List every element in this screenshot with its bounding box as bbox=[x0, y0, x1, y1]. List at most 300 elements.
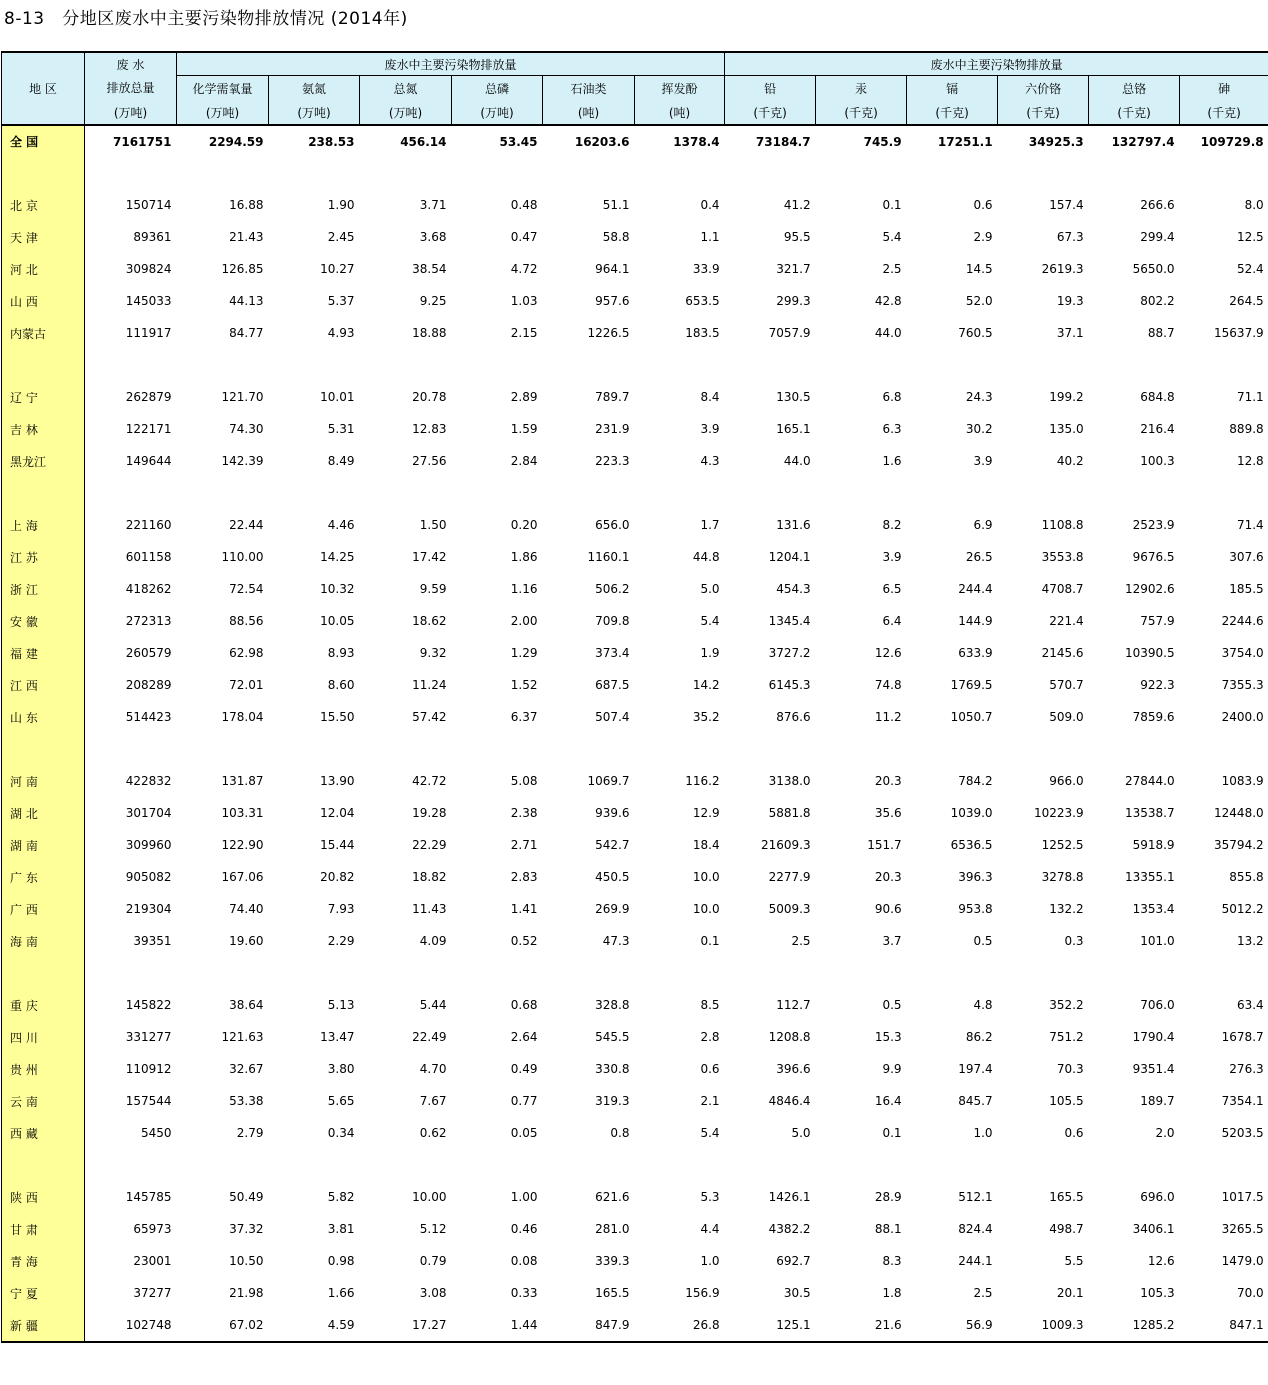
value-cell: 88.7 bbox=[1147, 326, 1175, 340]
table-row bbox=[2, 509, 1268, 541]
value-cell: 70.0 bbox=[1236, 1286, 1264, 1300]
region-cell: 重 庆 bbox=[2, 989, 85, 1021]
value-cell: 28.9 bbox=[874, 1190, 902, 1204]
header-col-name: 六价铬 bbox=[998, 76, 1089, 101]
value-cell: 2244.6 bbox=[1221, 614, 1264, 628]
value-cell bbox=[177, 477, 269, 509]
value-cell: 1160.1 bbox=[587, 550, 630, 564]
value-cell: 0.47 bbox=[510, 230, 538, 244]
value-cell: 216.4 bbox=[1140, 422, 1175, 436]
value-cell: 1.86 bbox=[510, 550, 538, 564]
value-cell: 1479.0 bbox=[1221, 1254, 1264, 1268]
region-cell: 山 西 bbox=[2, 285, 85, 317]
value-cell: 953.8 bbox=[958, 902, 993, 916]
value-cell: 545.5 bbox=[595, 1030, 630, 1044]
spacer-row bbox=[2, 1149, 1268, 1181]
spacer-row bbox=[2, 157, 1268, 189]
value-cell: 24.3 bbox=[965, 390, 993, 404]
value-cell: 5.12 bbox=[419, 1222, 447, 1236]
value-cell: 26.5 bbox=[965, 550, 993, 564]
spacer-row bbox=[2, 349, 1268, 381]
value-cell: 966.0 bbox=[1049, 774, 1084, 788]
value-cell: 4.3 bbox=[700, 454, 720, 468]
value-cell: 74.8 bbox=[874, 678, 902, 692]
value-cell: 20.3 bbox=[874, 870, 902, 884]
header-col-name: 总磷 bbox=[452, 76, 543, 101]
value-cell: 1009.3 bbox=[998, 1309, 1089, 1342]
header-col-name: 石油类 bbox=[543, 76, 635, 101]
value-cell bbox=[635, 349, 725, 381]
value-cell: 27.56 bbox=[412, 454, 447, 468]
value-cell: 1108.8 bbox=[1041, 518, 1084, 532]
value-cell: 18.88 bbox=[412, 326, 447, 340]
value-cell: 219304 bbox=[125, 902, 172, 916]
header-region-label: 地 区 bbox=[29, 82, 57, 96]
value-cell: 10.0 bbox=[692, 902, 720, 916]
value-cell: 19.3 bbox=[1056, 294, 1084, 308]
value-cell: 454.3 bbox=[776, 582, 811, 596]
value-cell: 38.64 bbox=[229, 998, 264, 1012]
table-row bbox=[2, 1245, 1268, 1277]
table-row bbox=[2, 605, 1268, 637]
value-cell: 121.70 bbox=[221, 390, 264, 404]
value-cell: 498.7 bbox=[1049, 1222, 1084, 1236]
value-cell: 1039.0 bbox=[950, 806, 993, 820]
region-cell bbox=[2, 957, 85, 989]
value-cell: 7355.3 bbox=[1221, 678, 1264, 692]
region-cell bbox=[2, 477, 85, 509]
value-cell: 53.45 bbox=[452, 125, 543, 157]
value-cell: 0.68 bbox=[510, 998, 538, 1012]
value-cell: 15637.9 bbox=[1214, 326, 1264, 340]
value-cell bbox=[725, 477, 816, 509]
value-cell: 706.0 bbox=[1140, 998, 1175, 1012]
table-row bbox=[2, 1053, 1268, 1085]
value-cell bbox=[177, 957, 269, 989]
value-cell bbox=[360, 477, 452, 509]
value-cell: 1769.5 bbox=[950, 678, 993, 692]
value-cell: 51.1 bbox=[602, 198, 630, 212]
value-cell bbox=[725, 733, 816, 765]
value-cell bbox=[452, 477, 543, 509]
value-cell: 2400.0 bbox=[1221, 710, 1264, 724]
value-cell bbox=[1089, 349, 1180, 381]
value-cell: 32.67 bbox=[229, 1062, 264, 1076]
value-cell: 307.6 bbox=[1229, 550, 1264, 564]
header-col-unit: (千克) bbox=[816, 100, 907, 125]
value-cell: 3.80 bbox=[327, 1062, 355, 1076]
value-cell bbox=[998, 1149, 1089, 1181]
value-cell: 10.01 bbox=[320, 390, 355, 404]
value-cell: 67.02 bbox=[177, 1309, 269, 1342]
table-row bbox=[2, 989, 1268, 1021]
value-cell: 131.87 bbox=[221, 774, 264, 788]
value-cell: 6.9 bbox=[973, 518, 993, 532]
value-cell bbox=[269, 349, 360, 381]
value-cell: 21609.3 bbox=[760, 838, 811, 852]
value-cell bbox=[1180, 477, 1268, 509]
value-cell: 88.56 bbox=[229, 614, 264, 628]
value-cell bbox=[998, 477, 1089, 509]
value-cell: 109729.8 bbox=[1180, 125, 1268, 157]
table-row bbox=[2, 317, 1268, 349]
value-cell bbox=[816, 1149, 907, 1181]
header-col-name: 化学需氧量 bbox=[177, 76, 269, 101]
value-cell: 299.4 bbox=[1140, 230, 1175, 244]
value-cell: 957.6 bbox=[595, 294, 630, 308]
value-cell: 9351.4 bbox=[1132, 1062, 1175, 1076]
value-cell: 1678.7 bbox=[1221, 1030, 1264, 1044]
value-cell bbox=[816, 733, 907, 765]
value-cell: 1208.8 bbox=[768, 1030, 811, 1044]
value-cell bbox=[177, 1149, 269, 1181]
value-cell: 130.5 bbox=[776, 390, 811, 404]
value-cell: 266.6 bbox=[1140, 198, 1175, 212]
header-col-name: 总氮 bbox=[360, 76, 452, 101]
value-cell: 22.29 bbox=[412, 838, 447, 852]
value-cell: 72.01 bbox=[229, 678, 264, 692]
value-cell: 35794.2 bbox=[1214, 838, 1264, 852]
header-col-name: 砷 bbox=[1180, 76, 1268, 101]
value-cell: 0.5 bbox=[882, 998, 902, 1012]
value-cell: 23001 bbox=[133, 1254, 172, 1268]
value-cell: 4382.2 bbox=[768, 1222, 811, 1236]
value-cell: 18.4 bbox=[692, 838, 720, 852]
value-cell bbox=[543, 957, 635, 989]
value-cell: 102748 bbox=[85, 1309, 177, 1342]
value-cell: 621.6 bbox=[595, 1190, 630, 1204]
value-cell: 10.05 bbox=[320, 614, 355, 628]
value-cell bbox=[907, 733, 998, 765]
value-cell: 20.1 bbox=[1056, 1286, 1084, 1300]
value-cell: 11.2 bbox=[874, 710, 902, 724]
value-cell: 330.8 bbox=[595, 1062, 630, 1076]
value-cell: 0.6 bbox=[700, 1062, 720, 1076]
value-cell bbox=[85, 1149, 177, 1181]
value-cell: 4.09 bbox=[419, 934, 447, 948]
table-row bbox=[2, 1021, 1268, 1053]
value-cell: 855.8 bbox=[1229, 870, 1264, 884]
region-cell: 北 京 bbox=[2, 189, 85, 221]
value-cell: 331277 bbox=[125, 1030, 172, 1044]
value-cell: 149644 bbox=[125, 454, 172, 468]
value-cell: 2294.59 bbox=[177, 125, 269, 157]
value-cell: 2.38 bbox=[510, 806, 538, 820]
value-cell: 231.9 bbox=[595, 422, 630, 436]
value-cell: 10.00 bbox=[412, 1190, 447, 1204]
value-cell: 5650.0 bbox=[1132, 262, 1175, 276]
value-cell: 44.0 bbox=[874, 326, 902, 340]
value-cell: 1.59 bbox=[510, 422, 538, 436]
total-row bbox=[2, 125, 1268, 157]
value-cell: 183.5 bbox=[685, 326, 720, 340]
value-cell: 2.5 bbox=[882, 262, 902, 276]
value-cell: 5012.2 bbox=[1221, 902, 1264, 916]
value-cell: 221.4 bbox=[1049, 614, 1084, 628]
value-cell: 745.9 bbox=[816, 125, 907, 157]
value-cell bbox=[85, 157, 177, 189]
emissions-table bbox=[1, 51, 1268, 1343]
value-cell bbox=[635, 957, 725, 989]
value-cell: 157544 bbox=[125, 1094, 172, 1108]
value-cell: 272313 bbox=[125, 614, 172, 628]
table-row bbox=[2, 413, 1268, 445]
value-cell: 570.7 bbox=[1049, 678, 1084, 692]
value-cell: 15.3 bbox=[874, 1030, 902, 1044]
spacer-row bbox=[2, 733, 1268, 765]
region-cell: 山 东 bbox=[2, 701, 85, 733]
value-cell: 1.9 bbox=[700, 646, 720, 660]
value-cell: 21.98 bbox=[229, 1286, 264, 1300]
value-cell: 0.8 bbox=[610, 1126, 630, 1140]
value-cell bbox=[725, 349, 816, 381]
value-cell: 2.5 bbox=[973, 1286, 993, 1300]
value-cell bbox=[1089, 477, 1180, 509]
value-cell: 1226.5 bbox=[587, 326, 630, 340]
value-cell: 1.00 bbox=[510, 1190, 538, 1204]
value-cell: 0.48 bbox=[510, 198, 538, 212]
value-cell: 14.5 bbox=[965, 262, 993, 276]
value-cell: 7.67 bbox=[419, 1094, 447, 1108]
region-cell: 宁 夏 bbox=[2, 1277, 85, 1309]
value-cell: 3.08 bbox=[419, 1286, 447, 1300]
value-cell: 514423 bbox=[125, 710, 172, 724]
value-cell: 422832 bbox=[125, 774, 172, 788]
spacer-row bbox=[2, 957, 1268, 989]
region-cell: 新 疆 bbox=[2, 1309, 85, 1342]
value-cell: 1.0 bbox=[700, 1254, 720, 1268]
value-cell: 2.71 bbox=[510, 838, 538, 852]
value-cell: 39351 bbox=[133, 934, 172, 948]
value-cell: 276.3 bbox=[1229, 1062, 1264, 1076]
value-cell: 0.1 bbox=[700, 934, 720, 948]
header-col-name: 氨氮 bbox=[269, 76, 360, 101]
value-cell: 5.4 bbox=[700, 614, 720, 628]
region-cell: 贵 州 bbox=[2, 1053, 85, 1085]
value-cell: 42.72 bbox=[412, 774, 447, 788]
value-cell: 0.33 bbox=[510, 1286, 538, 1300]
value-cell bbox=[725, 957, 816, 989]
value-cell: 189.7 bbox=[1140, 1094, 1175, 1108]
value-cell bbox=[543, 1149, 635, 1181]
value-cell: 3278.8 bbox=[1041, 870, 1084, 884]
table-header bbox=[2, 52, 1268, 125]
value-cell: 7161751 bbox=[85, 125, 177, 157]
header-col-unit: (万吨) bbox=[452, 100, 543, 125]
value-cell: 145033 bbox=[125, 294, 172, 308]
value-cell bbox=[1180, 1149, 1268, 1181]
value-cell: 15.50 bbox=[320, 710, 355, 724]
value-cell: 9.59 bbox=[419, 582, 447, 596]
value-cell: 185.5 bbox=[1229, 582, 1264, 596]
value-cell: 789.7 bbox=[595, 390, 630, 404]
value-cell: 0.77 bbox=[510, 1094, 538, 1108]
region-cell: 甘 肃 bbox=[2, 1213, 85, 1245]
value-cell: 30.5 bbox=[783, 1286, 811, 1300]
value-cell bbox=[543, 349, 635, 381]
table-row bbox=[2, 1117, 1268, 1149]
value-cell bbox=[635, 477, 725, 509]
value-cell: 131.6 bbox=[776, 518, 811, 532]
region-cell: 安 徽 bbox=[2, 605, 85, 637]
value-cell: 9.25 bbox=[419, 294, 447, 308]
value-cell: 12902.6 bbox=[1124, 582, 1175, 596]
value-cell: 151.7 bbox=[867, 838, 902, 852]
value-cell: 757.9 bbox=[1140, 614, 1175, 628]
value-cell: 156.9 bbox=[685, 1286, 720, 1300]
value-cell: 5.3 bbox=[700, 1190, 720, 1204]
value-cell: 696.0 bbox=[1140, 1190, 1175, 1204]
region-cell: 云 南 bbox=[2, 1085, 85, 1117]
value-cell: 4708.7 bbox=[1041, 582, 1084, 596]
value-cell: 157.4 bbox=[1049, 198, 1084, 212]
value-cell: 37.32 bbox=[229, 1222, 264, 1236]
value-cell: 509.0 bbox=[1049, 710, 1084, 724]
region-cell: 河 北 bbox=[2, 253, 85, 285]
value-cell: 84.77 bbox=[229, 326, 264, 340]
value-cell bbox=[998, 349, 1089, 381]
value-cell: 260579 bbox=[125, 646, 172, 660]
table-row bbox=[2, 701, 1268, 733]
region-cell: 湖 南 bbox=[2, 829, 85, 861]
value-cell bbox=[907, 1149, 998, 1181]
value-cell: 70.3 bbox=[1056, 1062, 1084, 1076]
value-cell: 802.2 bbox=[1140, 294, 1175, 308]
value-cell: 11.24 bbox=[412, 678, 447, 692]
value-cell: 6.5 bbox=[882, 582, 902, 596]
value-cell bbox=[635, 157, 725, 189]
value-cell: 178.04 bbox=[221, 710, 264, 724]
region-cell: 海 南 bbox=[2, 925, 85, 957]
value-cell: 7057.9 bbox=[768, 326, 811, 340]
value-cell: 450.5 bbox=[595, 870, 630, 884]
table-row bbox=[2, 925, 1268, 957]
value-cell bbox=[998, 957, 1089, 989]
value-cell: 506.2 bbox=[595, 582, 630, 596]
value-cell: 150714 bbox=[125, 198, 172, 212]
value-cell: 62.98 bbox=[229, 646, 264, 660]
value-cell bbox=[85, 957, 177, 989]
table-row bbox=[2, 573, 1268, 605]
value-cell: 281.0 bbox=[595, 1222, 630, 1236]
region-cell: 天 津 bbox=[2, 221, 85, 253]
value-cell: 2523.9 bbox=[1132, 518, 1175, 532]
value-cell: 13538.7 bbox=[1124, 806, 1175, 820]
table-row bbox=[2, 861, 1268, 893]
value-cell: 20.82 bbox=[320, 870, 355, 884]
value-cell bbox=[1180, 733, 1268, 765]
value-cell bbox=[725, 1149, 816, 1181]
value-cell: 1.50 bbox=[419, 518, 447, 532]
value-cell: 33.9 bbox=[692, 262, 720, 276]
value-cell: 47.3 bbox=[602, 934, 630, 948]
value-cell: 145785 bbox=[125, 1190, 172, 1204]
value-cell: 0.98 bbox=[327, 1254, 355, 1268]
value-cell: 44.0 bbox=[783, 454, 811, 468]
value-cell: 121.63 bbox=[221, 1030, 264, 1044]
value-cell bbox=[452, 349, 543, 381]
value-cell: 845.7 bbox=[958, 1094, 993, 1108]
value-cell: 0.20 bbox=[510, 518, 538, 532]
value-cell: 5009.3 bbox=[768, 902, 811, 916]
value-cell: 847.9 bbox=[543, 1309, 635, 1342]
header-group1-label: 废水中主要污染物排放量 bbox=[384, 57, 517, 72]
table-row bbox=[2, 1181, 1268, 1213]
value-cell bbox=[360, 349, 452, 381]
value-cell bbox=[360, 957, 452, 989]
value-cell bbox=[816, 477, 907, 509]
value-cell: 1.90 bbox=[327, 198, 355, 212]
value-cell: 10.0 bbox=[692, 870, 720, 884]
value-cell bbox=[1089, 733, 1180, 765]
value-cell: 38.54 bbox=[412, 262, 447, 276]
value-cell: 5450 bbox=[140, 1126, 172, 1140]
value-cell: 3.68 bbox=[419, 230, 447, 244]
value-cell: 5.4 bbox=[700, 1126, 720, 1140]
value-cell: 3265.5 bbox=[1221, 1222, 1264, 1236]
value-cell: 17.42 bbox=[412, 550, 447, 564]
value-cell: 633.9 bbox=[958, 646, 993, 660]
value-cell: 1204.1 bbox=[768, 550, 811, 564]
header-col-unit: (万吨) bbox=[269, 100, 360, 125]
value-cell: 352.2 bbox=[1049, 998, 1084, 1012]
table-row bbox=[2, 765, 1268, 797]
value-cell: 4.4 bbox=[700, 1222, 720, 1236]
value-cell: 14.2 bbox=[692, 678, 720, 692]
value-cell: 512.1 bbox=[958, 1190, 993, 1204]
value-cell: 687.5 bbox=[595, 678, 630, 692]
region-cell: 江 苏 bbox=[2, 541, 85, 573]
header-col-unit: (千克) bbox=[1089, 100, 1180, 125]
region-cell bbox=[2, 1149, 85, 1181]
region-cell: 黑龙江 bbox=[2, 445, 85, 477]
page-title: 8-13 分地区废水中主要污染物排放情况 (2014年) bbox=[4, 9, 408, 29]
header-group1 bbox=[177, 52, 725, 76]
region-cell: 全 国 bbox=[2, 125, 85, 157]
table-row bbox=[2, 893, 1268, 925]
value-cell bbox=[998, 157, 1089, 189]
value-cell: 5.0 bbox=[791, 1126, 811, 1140]
value-cell: 3727.2 bbox=[768, 646, 811, 660]
value-cell: 10.50 bbox=[229, 1254, 264, 1268]
header-wastewater-unit-label: (万吨) bbox=[113, 105, 148, 120]
value-cell: 244.1 bbox=[958, 1254, 993, 1268]
table-row bbox=[2, 637, 1268, 669]
value-cell: 132797.4 bbox=[1089, 125, 1180, 157]
value-cell: 1345.4 bbox=[768, 614, 811, 628]
value-cell: 6.37 bbox=[510, 710, 538, 724]
value-cell: 89361 bbox=[133, 230, 172, 244]
value-cell bbox=[452, 1149, 543, 1181]
value-cell: 1069.7 bbox=[587, 774, 630, 788]
value-cell bbox=[85, 733, 177, 765]
value-cell: 101.0 bbox=[1140, 934, 1175, 948]
value-cell: 12.6 bbox=[1147, 1254, 1175, 1268]
value-cell: 105.3 bbox=[1140, 1286, 1175, 1300]
value-cell: 3.7 bbox=[882, 934, 902, 948]
value-cell: 0.46 bbox=[510, 1222, 538, 1236]
value-cell: 964.1 bbox=[595, 262, 630, 276]
value-cell: 14.25 bbox=[320, 550, 355, 564]
table-row bbox=[2, 829, 1268, 861]
value-cell: 34925.3 bbox=[998, 125, 1089, 157]
value-cell: 3.9 bbox=[700, 422, 720, 436]
value-cell: 0.05 bbox=[510, 1126, 538, 1140]
value-cell bbox=[725, 157, 816, 189]
value-cell: 12.9 bbox=[692, 806, 720, 820]
value-cell bbox=[452, 157, 543, 189]
value-cell: 1.66 bbox=[327, 1286, 355, 1300]
